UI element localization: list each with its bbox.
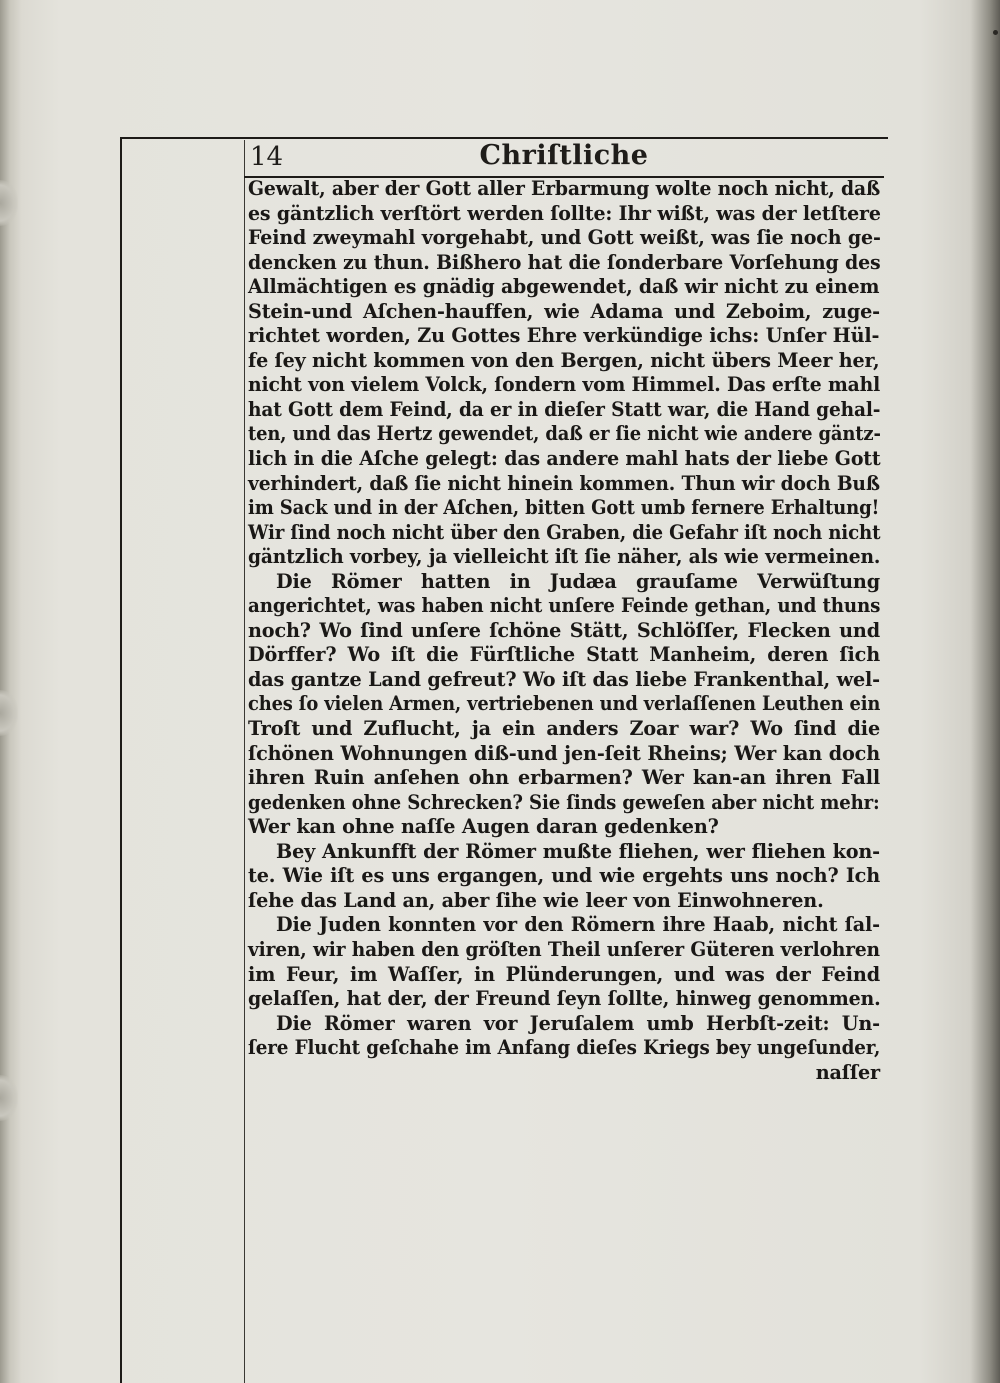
text-line: Die Römer hatten in Judæa grauſame Verwüſtung: [276, 569, 880, 593]
ink-dot: [993, 30, 998, 35]
text-line: gedenken ohne Schrecken? Sie ſinds geweſen aber nicht mehr:: [248, 790, 880, 814]
text-line: viren, wir haben den gröſten Theil unſerer Güteren verlohren: [248, 937, 880, 961]
text-line: Die Juden konnten vor den Römern ihre Haab, nicht ſal-: [276, 913, 880, 937]
text-line: ten, und das Hertz gewendet, daß er ſie nicht wie andere gäntz-: [248, 422, 881, 446]
text-line: gelaſſen, hat der, der Freund ſeyn ſollte, hinweg genommen.: [248, 987, 881, 1011]
binding-hole: [0, 180, 18, 226]
text-line: ſchönen Wohnungen diß-und jen-ſeit Rheins; Wer kan doch: [248, 741, 880, 765]
text-line: te. Wie iſt es uns ergangen, und wie ergehts uns noch? Ich: [248, 864, 880, 888]
text-line: ſere Flucht geſchahe im Anfang dieſes Kriegs bey ungeſunder,: [248, 1036, 881, 1060]
text-line: ihren Ruin anſehen ohn erbarmen? Wer kan-an ihren Fall: [248, 766, 880, 790]
text-line: angerichtet, was haben nicht unſere Feinde gethan, und thuns: [248, 594, 881, 618]
text-line: Dörffer? Wo iſt die Fürſtliche Statt Manheim, deren ſich: [248, 643, 880, 667]
text-line: Wer kan ohne naſſe Augen daran gedenken?: [248, 815, 719, 839]
text-line: dencken zu thun. Bißhero hat die ſonderbare Vorſehung des: [248, 250, 881, 274]
text-line: Gewalt, aber der Gott aller Erbarmung wolte noch nicht, daß: [248, 177, 881, 200]
binding-hole: [0, 690, 18, 736]
text-line: Wir ſind noch nicht über den Graben, die Gefahr iſt noch nicht: [248, 520, 881, 544]
text-line: fe ſey nicht kommen von den Bergen, nicht übers Meer her,: [248, 348, 880, 372]
text-line: es gäntzlich verſtört werden ſollte: Ihr wißt, was der letſtere: [248, 201, 881, 225]
text-line: Stein-und Aſchen-hauffen, wie Adama und Zeboim, zuge-: [248, 299, 880, 323]
text-line: Troſt und Zuflucht, ja ein anders Zoar war? Wo ſind die: [248, 717, 880, 741]
text-line: verhindert, daß ſie nicht hinein kommen. Thun wir doch Buß: [248, 471, 880, 495]
text-line: das gantze Land gefreut? Wo iſt das liebe Frankenthal, wel-: [248, 667, 880, 691]
text-line: gäntzlich vorbey, ja vielleicht iſt ſie näher, als wie vermeinen.: [248, 545, 881, 569]
margin-rule: [244, 140, 245, 1383]
text-line: lich in die Aſche gelegt: das andere mahl hats der liebe Gott: [248, 447, 881, 471]
text-line: Die Römer waren vor Jeruſalem umb Herbſt-zeit: Un-: [276, 1011, 880, 1035]
binding-hole: [0, 1075, 18, 1121]
text-line: im Feur, im Waſſer, in Plünderungen, und was der Feind: [248, 962, 880, 986]
running-head-title: Chriſtliche: [479, 140, 649, 171]
text-line: hat Gott dem Feind, da er in dieſer Statt war, die Hand gehal-: [248, 397, 881, 421]
text-line: im Sack und in der Aſchen, bitten Gott umb fernere Erhaltung!: [248, 496, 880, 520]
body-text: [248, 177, 880, 1087]
text-line: Allmächtigen es gnädig abgewendet, daß wir nicht zu einem: [248, 275, 880, 299]
text-line: nicht von vielem Volck, ſondern vom Himmel. Das erſte mahl: [248, 373, 881, 397]
text-line: richtet worden, Zu Gottes Ehre verkündige ichs: Unſer Hül-: [248, 324, 880, 348]
text-line: ches ſo vielen Armen, vertriebenen und verlaſſenen Leuthen ein: [248, 692, 881, 716]
text-line: Feind zweymahl vorgehabt, und Gott weißt, was ſie noch ge-: [248, 226, 881, 250]
text-line: Bey Ankunfft der Römer mußte fliehen, wer fliehen kon-: [276, 839, 880, 863]
text-line: noch? Wo ſind unſere ſchöne Stätt, Schlöſſer, Flecken und: [248, 618, 880, 642]
page-number: 14: [250, 142, 284, 172]
text-line: ſehe das Land an, aber ſihe wie leer von Einwohneren.: [248, 888, 824, 912]
running-head: [244, 140, 884, 176]
catchword: naſſer: [815, 1060, 880, 1084]
